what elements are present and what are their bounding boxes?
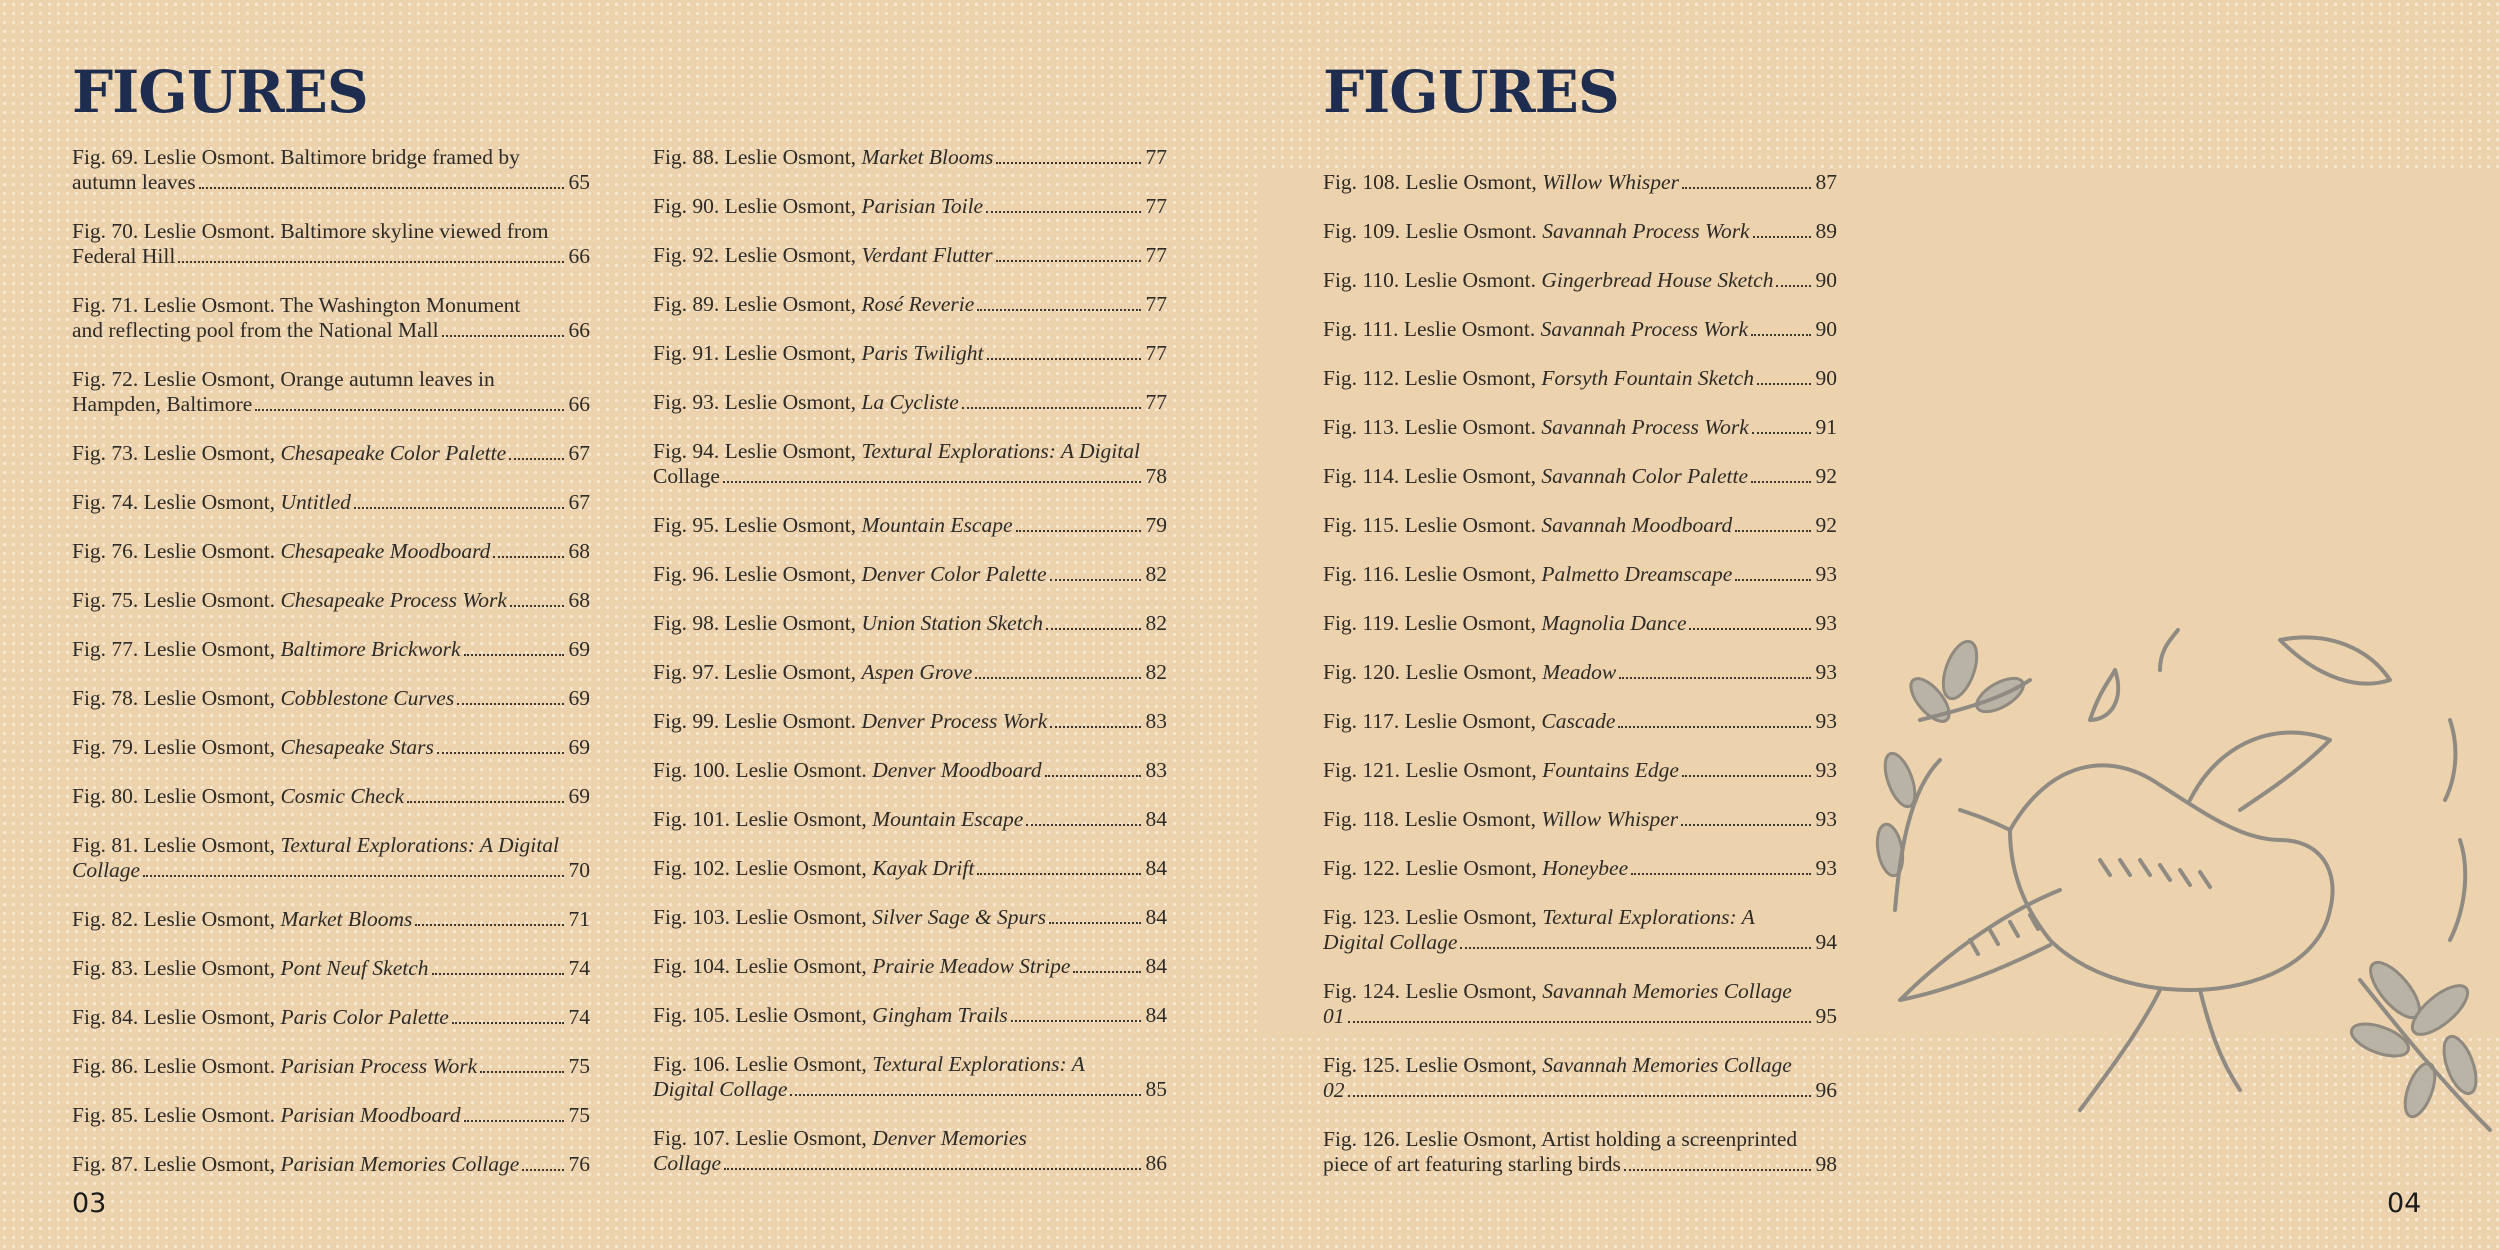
figure-entry xyxy=(1323,562,1837,587)
figure-entry-text: Fig. 78. Leslie Osmont, Cobblestone Curves xyxy=(72,686,455,710)
figure-page-number: 77 xyxy=(1145,243,1167,267)
figure-entry xyxy=(1323,317,1837,342)
figure-entry xyxy=(1323,170,1837,195)
figure-entry-text: Fig. 104. Leslie Osmont, Prairie Meadow Stripe xyxy=(653,954,1071,978)
figure-entry-line1: Fig. 71. Leslie Osmont. The Washington Monument xyxy=(72,293,521,317)
dot-leader xyxy=(1753,236,1811,238)
figure-page-number: 84 xyxy=(1145,856,1167,880)
figure-page-number: 82 xyxy=(1145,562,1167,586)
right-page-number: 04 xyxy=(2387,1188,2422,1219)
figure-page-number: 66 xyxy=(568,318,590,342)
figure-page-number: 77 xyxy=(1145,292,1167,316)
figure-entry-text: Collage xyxy=(72,858,141,882)
figure-entry xyxy=(1323,513,1837,538)
dot-leader xyxy=(1046,628,1141,630)
figure-entry xyxy=(72,784,590,809)
figure-entry xyxy=(1323,268,1837,293)
dot-leader xyxy=(442,335,564,337)
dot-leader xyxy=(1050,579,1141,581)
dot-leader xyxy=(790,1094,1141,1096)
dot-leader xyxy=(1735,579,1811,581)
dot-leader xyxy=(1631,873,1811,875)
dot-leader xyxy=(1751,481,1811,483)
figure-entry xyxy=(72,1054,590,1079)
figure-entry xyxy=(653,292,1167,317)
figure-page-number: 96 xyxy=(1815,1078,1837,1102)
figure-entry-text: Fig. 73. Leslie Osmont, Chesapeake Color Palette xyxy=(72,441,507,465)
figure-entry-text: Fig. 80. Leslie Osmont, Cosmic Check xyxy=(72,784,405,808)
figure-entry-text: Fig. 110. Leslie Osmont. Gingerbread House Sketch xyxy=(1323,268,1774,292)
figure-page-number: 92 xyxy=(1815,464,1837,488)
figure-page-number: 69 xyxy=(568,637,590,661)
figure-page-number: 84 xyxy=(1145,905,1167,929)
figure-entry-line1: Fig. 123. Leslie Osmont, Textural Explorations: A xyxy=(1323,905,1755,929)
figure-entry xyxy=(72,833,590,883)
figure-entry-text: Collage xyxy=(653,1151,722,1175)
figure-entry-text: Fig. 76. Leslie Osmont. Chesapeake Moodboard xyxy=(72,539,491,563)
figure-entry-line1: Fig. 69. Leslie Osmont. Baltimore bridge framed by xyxy=(72,145,520,169)
figure-entry xyxy=(72,145,590,195)
dot-leader xyxy=(1073,971,1141,973)
figure-entry xyxy=(72,1103,590,1128)
figure-page-number: 69 xyxy=(568,735,590,759)
figure-entry-text: Fig. 117. Leslie Osmont, Cascade xyxy=(1323,709,1616,733)
dot-leader xyxy=(1776,285,1811,287)
left-page-title: FIGURES xyxy=(72,58,368,126)
figure-page-number: 84 xyxy=(1145,1003,1167,1027)
figure-page-number: 66 xyxy=(568,244,590,268)
figure-entry xyxy=(653,243,1167,268)
figure-page-number: 67 xyxy=(568,441,590,465)
figure-page-number: 93 xyxy=(1815,660,1837,684)
figure-entry xyxy=(1323,807,1837,832)
figure-entry-text: Collage xyxy=(653,464,720,488)
dot-leader xyxy=(1460,947,1811,949)
dot-leader xyxy=(255,409,564,411)
figure-page-number: 67 xyxy=(568,490,590,514)
figure-entry-text: Fig. 108. Leslie Osmont, Willow Whisper xyxy=(1323,170,1679,194)
figure-entry xyxy=(653,954,1167,979)
figure-page-number: 95 xyxy=(1815,1004,1837,1028)
figure-entry-line1: Fig. 81. Leslie Osmont, Textural Explorations: A Digital xyxy=(72,833,559,857)
figure-entry xyxy=(1323,219,1837,244)
dot-leader xyxy=(1757,383,1811,385)
figure-entry-text: Fig. 74. Leslie Osmont, Untitled xyxy=(72,490,351,514)
figure-entry xyxy=(1323,1053,1837,1103)
figure-page-number: 74 xyxy=(568,956,590,980)
dot-leader xyxy=(415,924,564,926)
dot-leader xyxy=(1751,334,1811,336)
dot-leader xyxy=(996,260,1141,262)
figure-entry xyxy=(1323,856,1837,881)
figure-entry-text: Fig. 82. Leslie Osmont, Market Blooms xyxy=(72,907,413,931)
figure-page-number: 83 xyxy=(1145,758,1167,782)
dot-leader xyxy=(1735,530,1811,532)
figure-entry-line1: Fig. 106. Leslie Osmont, Textural Explorations: A xyxy=(653,1052,1085,1076)
dot-leader xyxy=(432,973,564,975)
figure-page-number: 68 xyxy=(568,588,590,612)
figure-entry-line1: Fig. 94. Leslie Osmont, Textural Explorations: A Digital xyxy=(653,439,1140,463)
figure-page-number: 78 xyxy=(1145,464,1167,488)
figure-entry xyxy=(72,219,590,269)
figure-entry-text: Fig. 83. Leslie Osmont, Pont Neuf Sketch xyxy=(72,956,429,980)
figure-entry-text: Fig. 95. Leslie Osmont, Mountain Escape xyxy=(653,513,1013,537)
figure-entry-text: Fig. 119. Leslie Osmont, Magnolia Dance xyxy=(1323,611,1687,635)
figure-entry-text: Fig. 101. Leslie Osmont, Mountain Escape xyxy=(653,807,1024,831)
figure-entry-line1: Fig. 107. Leslie Osmont, Denver Memories xyxy=(653,1126,1027,1150)
figure-page-number: 68 xyxy=(568,539,590,563)
dot-leader xyxy=(1011,1020,1141,1022)
figure-entry xyxy=(653,1126,1167,1176)
figure-entry-text: Fig. 89. Leslie Osmont, Rosé Reverie xyxy=(653,292,975,316)
dot-leader xyxy=(1016,530,1141,532)
figure-entry xyxy=(72,1005,590,1030)
figure-entry xyxy=(72,441,590,466)
figure-page-number: 91 xyxy=(1815,415,1837,439)
dot-leader xyxy=(437,752,564,754)
dot-leader xyxy=(724,1168,1141,1170)
figure-page-number: 70 xyxy=(568,858,590,882)
figure-page-number: 84 xyxy=(1145,807,1167,831)
figure-entry xyxy=(653,1003,1167,1028)
dot-leader xyxy=(480,1071,564,1073)
dot-leader xyxy=(354,507,564,509)
figure-entry-text: piece of art featuring starling birds xyxy=(1323,1152,1621,1176)
figure-entry-text: Fig. 118. Leslie Osmont, Willow Whisper xyxy=(1323,807,1679,831)
figure-entry-text: and reflecting pool from the National Mall xyxy=(72,318,439,342)
figure-page-number: 93 xyxy=(1815,758,1837,782)
figure-entry xyxy=(1323,709,1837,734)
figure-page-number: 87 xyxy=(1815,170,1837,194)
figure-entry-text: Fig. 99. Leslie Osmont. Denver Process Work xyxy=(653,709,1048,733)
right-page-title: FIGURES xyxy=(1323,58,1619,126)
figure-entry xyxy=(72,637,590,662)
dot-leader xyxy=(143,875,564,877)
dot-leader xyxy=(1045,775,1141,777)
figure-entry xyxy=(72,367,590,417)
figure-page-number: 92 xyxy=(1815,513,1837,537)
dot-leader xyxy=(1682,187,1811,189)
dot-leader xyxy=(986,211,1141,213)
figure-page-number: 83 xyxy=(1145,709,1167,733)
dot-leader xyxy=(1682,775,1811,777)
dot-leader xyxy=(522,1169,564,1171)
figure-page-number: 93 xyxy=(1815,611,1837,635)
figure-entry xyxy=(72,539,590,564)
figure-page-number: 89 xyxy=(1815,219,1837,243)
figure-entry xyxy=(72,956,590,981)
figure-entry xyxy=(653,758,1167,783)
figure-entry xyxy=(72,293,590,343)
figure-entry xyxy=(72,490,590,515)
dot-leader xyxy=(977,873,1141,875)
left-page-number: 03 xyxy=(72,1188,107,1219)
figure-entry-line1: Fig. 126. Leslie Osmont, Artist holding a screenprinted xyxy=(1323,1127,1798,1151)
dot-leader xyxy=(493,556,564,558)
dot-leader xyxy=(407,801,564,803)
figure-entry xyxy=(1323,366,1837,391)
figure-page-number: 71 xyxy=(568,907,590,931)
figure-page-number: 90 xyxy=(1815,366,1837,390)
figure-entry-text: Fig. 75. Leslie Osmont. Chesapeake Process Work xyxy=(72,588,507,612)
dot-leader xyxy=(464,654,564,656)
dot-leader xyxy=(199,187,564,189)
figure-page-number: 86 xyxy=(1145,1151,1167,1175)
figure-page-number: 69 xyxy=(568,686,590,710)
dot-leader xyxy=(457,703,564,705)
figure-entry-line1: Fig. 124. Leslie Osmont, Savannah Memories Collage xyxy=(1323,979,1792,1003)
figure-page-number: 77 xyxy=(1145,194,1167,218)
dot-leader xyxy=(464,1120,564,1122)
figure-entry xyxy=(653,660,1167,685)
figure-page-number: 69 xyxy=(568,784,590,808)
dot-leader xyxy=(977,309,1141,311)
figure-page-number: 77 xyxy=(1145,390,1167,414)
figure-entry xyxy=(1323,415,1837,440)
figure-page-number: 93 xyxy=(1815,709,1837,733)
figure-entry-text: Fig. 111. Leslie Osmont. Savannah Process Work xyxy=(1323,317,1749,341)
figure-entry-text: autumn leaves xyxy=(72,170,196,194)
figure-page-number: 74 xyxy=(568,1005,590,1029)
figure-entry-text: Federal Hill xyxy=(72,244,176,268)
figure-page-number: 85 xyxy=(1145,1077,1167,1101)
figure-entry xyxy=(1323,660,1837,685)
figure-entry-text: Fig. 120. Leslie Osmont, Meadow xyxy=(1323,660,1617,684)
figure-entry-text: Fig. 116. Leslie Osmont, Palmetto Dreamscape xyxy=(1323,562,1733,586)
figure-entry-text: Fig. 92. Leslie Osmont, Verdant Flutter xyxy=(653,243,993,267)
dot-leader xyxy=(1049,922,1141,924)
figure-page-number: 77 xyxy=(1145,145,1167,169)
figure-entry xyxy=(653,1052,1167,1102)
figure-entry xyxy=(1323,611,1837,636)
figure-entry xyxy=(653,145,1167,170)
dot-leader xyxy=(452,1022,564,1024)
figure-page-number: 98 xyxy=(1815,1152,1837,1176)
figure-page-number: 82 xyxy=(1145,611,1167,635)
figure-entry xyxy=(72,907,590,932)
figure-page-number: 93 xyxy=(1815,807,1837,831)
figure-page-number: 90 xyxy=(1815,317,1837,341)
dot-leader xyxy=(1689,628,1811,630)
figure-entry-text: Fig. 102. Leslie Osmont, Kayak Drift xyxy=(653,856,975,880)
figure-page-number: 75 xyxy=(568,1103,590,1127)
dot-leader xyxy=(1624,1169,1811,1171)
figure-entry-text: Fig. 115. Leslie Osmont. Savannah Moodboard xyxy=(1323,513,1733,537)
figure-page-number: 65 xyxy=(568,170,590,194)
figure-entry-text: Fig. 85. Leslie Osmont. Parisian Moodboard xyxy=(72,1103,461,1127)
figure-entry-text: Fig. 113. Leslie Osmont. Savannah Process Work xyxy=(1323,415,1749,439)
figure-entry xyxy=(72,735,590,760)
figure-entry xyxy=(653,905,1167,930)
figure-entry xyxy=(72,1152,590,1177)
figure-entry xyxy=(1323,905,1837,955)
figure-entry xyxy=(1323,464,1837,489)
dot-leader xyxy=(987,358,1141,360)
figure-entry-text: Fig. 96. Leslie Osmont, Denver Color Palette xyxy=(653,562,1047,586)
figure-entry-text: Fig. 121. Leslie Osmont, Fountains Edge xyxy=(1323,758,1679,782)
figure-entry-text: Fig. 112. Leslie Osmont, Forsyth Fountain Sketch xyxy=(1323,366,1754,390)
figure-entry-text: Fig. 87. Leslie Osmont, Parisian Memories Collage xyxy=(72,1152,520,1176)
dot-leader xyxy=(510,605,564,607)
figure-entry xyxy=(1323,758,1837,783)
figure-entry-text: Fig. 122. Leslie Osmont, Honeybee xyxy=(1323,856,1629,880)
figure-page-number: 77 xyxy=(1145,341,1167,365)
figure-page-number: 90 xyxy=(1815,268,1837,292)
figure-entry-text: Fig. 88. Leslie Osmont, Market Blooms xyxy=(653,145,994,169)
figure-entry xyxy=(653,709,1167,734)
figure-entry xyxy=(653,513,1167,538)
dot-leader xyxy=(962,407,1141,409)
figure-entry-text: 01 xyxy=(1323,1004,1345,1028)
figure-entry-text: Fig. 103. Leslie Osmont, Silver Sage & Spurs xyxy=(653,905,1046,929)
dot-leader xyxy=(996,162,1141,164)
figure-page-number: 94 xyxy=(1815,930,1837,954)
figure-entry xyxy=(1323,979,1837,1029)
dot-leader xyxy=(1026,824,1141,826)
dot-leader xyxy=(723,481,1141,483)
figure-entry xyxy=(653,807,1167,832)
figure-entry xyxy=(653,562,1167,587)
figure-entry-text: Fig. 91. Leslie Osmont, Paris Twilight xyxy=(653,341,984,365)
figure-entry xyxy=(653,390,1167,415)
dot-leader xyxy=(178,261,564,263)
dot-leader xyxy=(1619,677,1811,679)
dot-leader xyxy=(1348,1095,1811,1097)
figure-entry-text: Fig. 105. Leslie Osmont, Gingham Trails xyxy=(653,1003,1008,1027)
figure-entry-text: Fig. 114. Leslie Osmont, Savannah Color Palette xyxy=(1323,464,1749,488)
dot-leader xyxy=(1618,726,1811,728)
figure-page-number: 93 xyxy=(1815,856,1837,880)
dot-leader xyxy=(1752,432,1811,434)
figure-page-number: 76 xyxy=(568,1152,590,1176)
dot-leader xyxy=(509,458,564,460)
figure-entry-text: Fig. 100. Leslie Osmont. Denver Moodboard xyxy=(653,758,1042,782)
figure-entry xyxy=(653,611,1167,636)
figure-entry-text: Fig. 84. Leslie Osmont, Paris Color Palette xyxy=(72,1005,449,1029)
figure-entry-text: 02 xyxy=(1323,1078,1345,1102)
figure-entry-text: Hampden, Baltimore xyxy=(72,392,253,416)
figure-entry-line1: Fig. 70. Leslie Osmont. Baltimore skyline viewed from xyxy=(72,219,549,243)
dove-olive-branch-illustration xyxy=(1860,610,2500,1150)
figure-page-number: 75 xyxy=(568,1054,590,1078)
figure-entry xyxy=(653,439,1167,489)
figure-entry-text: Fig. 97. Leslie Osmont, Aspen Grove xyxy=(653,660,973,684)
figure-page-number: 79 xyxy=(1145,513,1167,537)
dot-leader xyxy=(1681,824,1811,826)
figure-entry xyxy=(653,341,1167,366)
figure-entry-text: Fig. 109. Leslie Osmont. Savannah Process Work xyxy=(1323,219,1750,243)
figure-entry-text: Fig. 90. Leslie Osmont, Parisian Toile xyxy=(653,194,984,218)
figure-entry-text: Fig. 98. Leslie Osmont, Union Station Sketch xyxy=(653,611,1043,635)
figure-entry-text: Fig. 79. Leslie Osmont, Chesapeake Stars xyxy=(72,735,434,759)
figure-entry xyxy=(1323,1127,1837,1177)
figure-page-number: 82 xyxy=(1145,660,1167,684)
figure-page-number: 84 xyxy=(1145,954,1167,978)
figure-entry-text: Digital Collage xyxy=(1323,930,1458,954)
figure-entry xyxy=(653,194,1167,219)
figure-page-number: 66 xyxy=(568,392,590,416)
figure-entry-text: Fig. 77. Leslie Osmont, Baltimore Brickwork xyxy=(72,637,461,661)
figure-entry xyxy=(653,856,1167,881)
figure-entry xyxy=(72,686,590,711)
figure-entry-text: Fig. 86. Leslie Osmont. Parisian Process Work xyxy=(72,1054,478,1078)
dot-leader xyxy=(1050,726,1141,728)
figure-entry xyxy=(72,588,590,613)
figure-entry-text: Fig. 93. Leslie Osmont, La Cycliste xyxy=(653,390,959,414)
dot-leader xyxy=(975,677,1141,679)
figure-page-number: 93 xyxy=(1815,562,1837,586)
figure-entry-line1: Fig. 125. Leslie Osmont, Savannah Memories Collage xyxy=(1323,1053,1792,1077)
figure-entry-line1: Fig. 72. Leslie Osmont, Orange autumn leaves in xyxy=(72,367,495,391)
figure-entry-text: Digital Collage xyxy=(653,1077,788,1101)
dot-leader xyxy=(1348,1021,1811,1023)
